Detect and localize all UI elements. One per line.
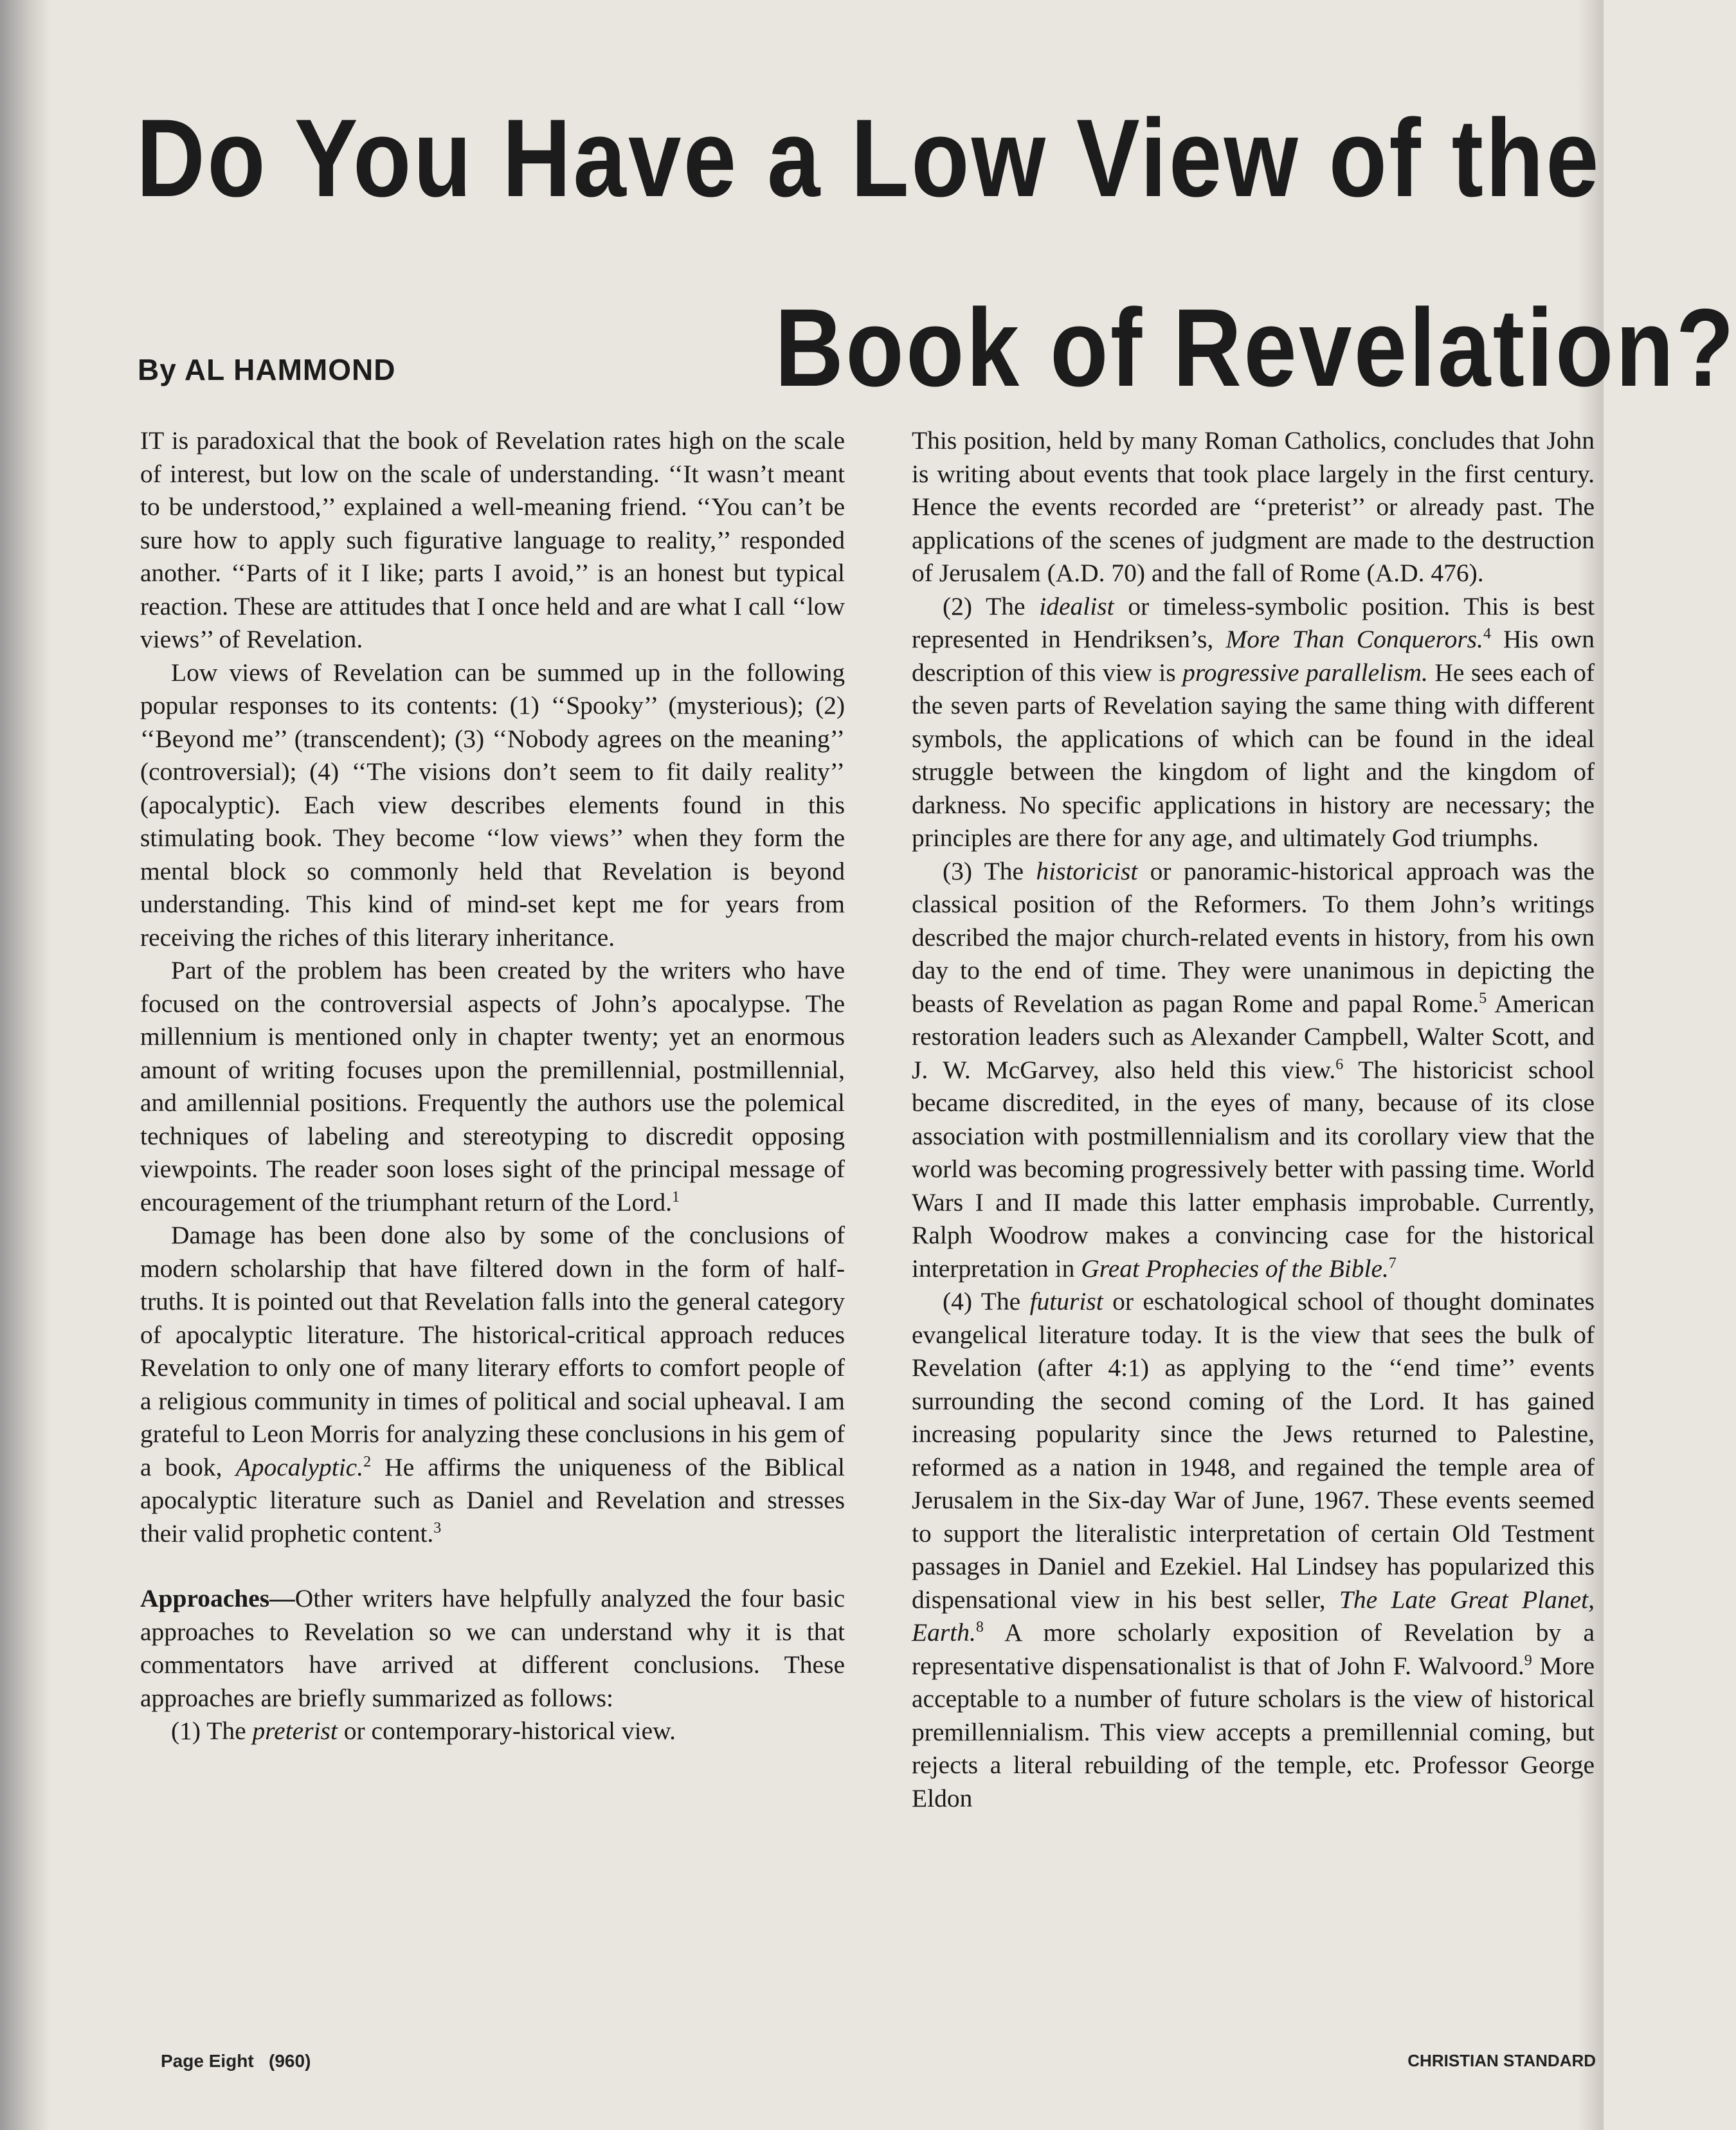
paragraph-text: More acceptable to a number of future scholars is the view of historical premillennialism. This view accepts a premillennial coming, but rejects a literal rebuilding of the temple, etc. Professor George Eldon bbox=[912, 1651, 1595, 1812]
byline: By AL HAMMOND bbox=[138, 353, 396, 386]
paragraph bbox=[140, 1582, 845, 1715]
approach-term: progressive parallelism. bbox=[1182, 658, 1428, 687]
footnote-marker: 7 bbox=[1388, 1254, 1397, 1272]
paragraph-text: American restoration leaders such as Alexander Campbell, Walter Scott, and J. W. McGarvey, also held this view. bbox=[912, 989, 1595, 1084]
paragraph-text: The historicist school became discredited, in the eyes of many, because of its close association with postmillennialism and its corollary view that the world was becoming progressively better with passing time. World Wars I and II made this latter emphasis improbable. Currently, Ralph Woodrow makes a convincing case for the historical interpretation in bbox=[912, 1055, 1595, 1283]
book-title: Great Prophecies of the Bible. bbox=[1081, 1254, 1389, 1283]
paragraph-text: Low views of Revelation can be summed up in the following popular responses to its contents: (1) ‘‘Spooky’’ (mysterious); (2) ‘‘Beyond me’’ (transcendent); (3) ‘‘Nobody agrees on the meaning’’ (controversial); (4) ‘‘The visions don’t seem to fit daily reality’’ (apocalyptic). Each view describes elements found in this stimulating book. They become ‘‘low views’’ when they form the mental block so commonly held that Revelation is beyond understanding. This kind of mind-set kept me for years from receiving the riches of this literary inheritance. bbox=[140, 658, 845, 952]
paragraph-text: or timeless-symbolic position. This is best represented in Hendriksen’s, bbox=[912, 591, 1595, 653]
paragraph-text: IT is paradoxical that the book of Revelation rates high on the scale of interest, but low on the scale of understanding. ‘‘It wasn’t meant to be understood,’’ explained a well-meaning friend. ‘‘You can’t be sure how to apply such figurative language to reality,’’ responded another. ‘‘Parts of it I like; parts I avoid,’’ is an honest but typical reaction. These are attitudes that I once held and are what I call ‘‘low views’’ of Revelation. bbox=[140, 426, 845, 653]
paragraph bbox=[140, 656, 845, 955]
book-title: The Late Great Planet, Earth. bbox=[912, 1585, 1595, 1647]
paragraph-text: (2) The bbox=[943, 591, 1026, 620]
section-lead: Approaches— bbox=[140, 1584, 295, 1612]
paragraph bbox=[140, 424, 845, 656]
paragraph bbox=[912, 855, 1595, 1286]
paragraph-text: (4) The bbox=[943, 1287, 1021, 1315]
paragraph-text: Damage has been done also by some of the conclusions of modern scholarship that have filtered down in the form of half-truths. It is pointed out that Revelation falls into the general category of apocalyptic literature. The historical-critical approach reduces Revelation to only one of many literary efforts to comfort people of a religious community in times of political and social upheaval. I am grateful to Leon Morris for analyzing these conclusions in his gem of a book, bbox=[140, 1221, 845, 1481]
footnote-marker: 5 bbox=[1479, 989, 1487, 1007]
approach-term: futurist bbox=[1029, 1287, 1103, 1315]
footnote-marker: 9 bbox=[1524, 1652, 1532, 1669]
paragraph bbox=[140, 1715, 845, 1748]
footnote-marker: 4 bbox=[1483, 625, 1491, 642]
article-title-line-2: Book of Revelation? bbox=[775, 286, 1736, 410]
paragraph-text: Part of the problem has been created by the writers who have focused on the controversial aspects of John’s apocalypse. The millennium is mentioned only in chapter twenty; yet an enormous amount of writing focuses upon the premillennial, postmillennial, and amillennial positions. Frequently the authors use the polemical techniques of labeling and stereotyping to discredit opposing viewpoints. The reader soon loses sight of the principal message of encouragement of the triumphant return of the Lord. bbox=[140, 956, 845, 1216]
approach-term: idealist bbox=[1039, 591, 1114, 620]
paragraph-text: or panoramic-historical approach was the classical position of the Reformers. To them John’s writings described the major church-related events in history, from his own day to the end of time. They were unanimous in depicting the beasts of Revelation as pagan Rome and papal Rome. bbox=[912, 856, 1595, 1018]
footnote-marker: 8 bbox=[975, 1618, 984, 1636]
paragraph bbox=[912, 424, 1595, 590]
page-number-footer: Page Eight (960) bbox=[161, 2051, 311, 2071]
article-title-line-1: Do You Have a Low View of the bbox=[136, 96, 1601, 220]
paragraph bbox=[140, 954, 845, 1219]
approach-term: preterist bbox=[252, 1717, 338, 1745]
paragraph bbox=[912, 590, 1595, 855]
left-column bbox=[140, 424, 845, 1993]
paragraph bbox=[912, 1285, 1595, 1815]
footnote-marker: 2 bbox=[363, 1453, 372, 1470]
paragraph bbox=[140, 1219, 845, 1550]
book-title: More Than Conquerors. bbox=[1225, 625, 1483, 653]
paragraph-text: Other writers have helpfully analyzed the four basic approaches to Revelation so we can understand why it is that commentators have arrived at different conclusions. These approaches are briefly summarized as follows: bbox=[140, 1584, 845, 1712]
page-binding-shadow bbox=[0, 0, 50, 2130]
paragraph-text: He affirms the uniqueness of the Biblical apocalyptic literature such as Daniel and Revelation and stresses their valid prophetic content. bbox=[140, 1452, 845, 1548]
footnote-marker: 3 bbox=[433, 1519, 442, 1537]
paragraph-text: (3) The bbox=[943, 856, 1024, 885]
paragraph-text: His own description of this view is bbox=[912, 625, 1595, 687]
paragraph-text: He sees each of the seven parts of Revelation saying the same thing with different symbols, the applications of which can be found in the ideal struggle between the kingdom of light and the kingdom of darkness. No specific applications in history are necessary; the principles are there for any age, and ultimately God triumphs. bbox=[912, 658, 1595, 852]
paragraph-text: or eschatological school of thought dominates evangelical literature today. It is the view that sees the bulk of Revelation (after 4:1) as applying to the ‘‘end time’’ events surrounding the second coming of the Lord. It has gained increasing popularity since the Jews returned to Palestine, reformed as a nation in 1948, and regained the temple area of Jerusalem in the Six-day War of June, 1967. These events seemed to support the literalistic interpretation of certain Old Testment passages in Daniel and Ezekiel. Hal Lindsey has popularized this dispensational view in his best seller, bbox=[912, 1287, 1595, 1614]
paragraph-text: (1) The bbox=[171, 1717, 246, 1745]
footnote-marker: 6 bbox=[1335, 1056, 1344, 1073]
approach-term: historicist bbox=[1036, 856, 1138, 885]
footnote-marker: 1 bbox=[672, 1188, 680, 1205]
paragraph-text: A more scholarly exposition of Revelation by a representative dispensationalist is that of John F. Walvoord. bbox=[912, 1618, 1595, 1680]
paragraph-text: or contemporary-historical view. bbox=[343, 1717, 676, 1745]
publication-name-footer: CHRISTIAN STANDARD bbox=[1407, 2051, 1596, 2070]
book-title: Apocalyptic. bbox=[235, 1452, 364, 1481]
right-column bbox=[912, 424, 1595, 1993]
paragraph-text: This position, held by many Roman Catholics, concludes that John is writing about events that took place largely in the first century. Hence the events recorded are ‘‘preterist’’ or already past. The applications of the scenes of judgment are made to the destruction of Jerusalem (A.D. 70) and the fall of Rome (A.D. 476). bbox=[912, 426, 1595, 587]
